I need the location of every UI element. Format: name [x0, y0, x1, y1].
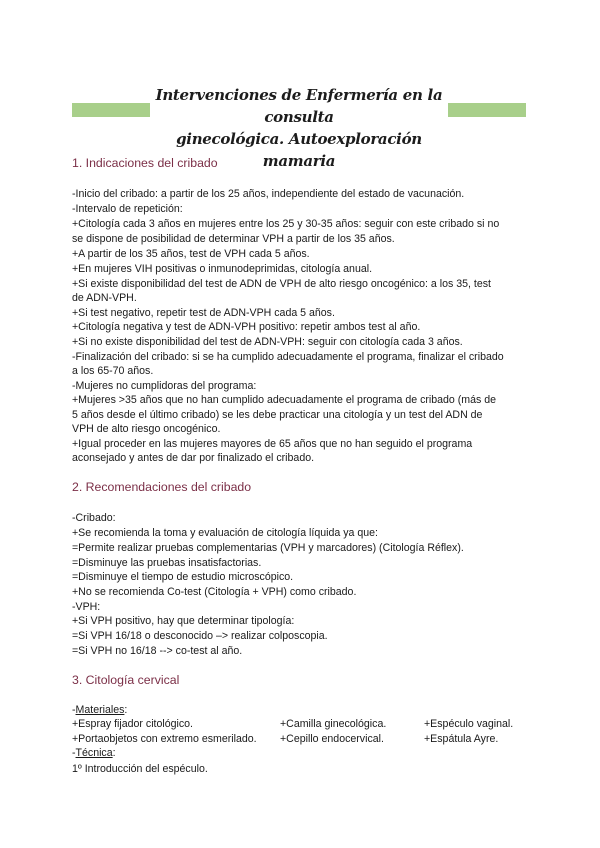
text-line: +En mujeres VIH positivas o inmunodeprimidas, citología anual. [72, 263, 373, 275]
text-line: se dispone de posibilidad de determinar VPH a partir de los 35 años. [72, 233, 395, 245]
text-line: +Si test negativo, repetir test de ADN-VPH cada 5 años. [72, 307, 335, 319]
text-line: =Disminuye las pruebas insatisfactorias. [72, 557, 262, 569]
material-item: +Cepillo endocervical. [280, 733, 384, 745]
section-heading-indicaciones: 1. Indicaciones del cribado [72, 156, 218, 170]
text-line: +No se recomienda Co-test (Citología + VPH) como cribado. [72, 586, 357, 598]
header-accent-bar-left [72, 103, 150, 117]
text-line: +Si no existe disponibilidad del test de ADN-VPH: seguir con citología cada 3 años. [72, 336, 463, 348]
text-line: aconsejado y antes de dar por finalizado el cribado. [72, 452, 315, 464]
text-line: +Citología cada 3 años en mujeres entre los 25 y 30-35 años: seguir con este cribado si no [72, 218, 500, 230]
text-line: +Igual proceder en las mujeres mayores de 65 años que no han seguido el programa [72, 438, 473, 450]
text-line: =Si VPH no 16/18 --> co-test al año. [72, 645, 243, 657]
material-item: +Espéculo vaginal. [424, 718, 514, 730]
document-title-line-1: Intervenciones de Enfermería en la consulta [155, 86, 443, 126]
materiales-label: -Materiales: [72, 704, 128, 716]
text-line: -VPH: [72, 601, 101, 613]
text-line: +A partir de los 35 años, test de VPH cada 5 años. [72, 248, 310, 260]
text-line: -Cribado: [72, 512, 116, 524]
text-line: -Intervalo de repetición: [72, 203, 183, 215]
text-line: VPH de alto riesgo oncogénico. [72, 423, 221, 435]
text-line: +Si existe disponibilidad del test de ADN de VPH de alto riesgo oncogénico: a los 35, test [72, 278, 492, 290]
text-line: 1º Introducción del espéculo. [72, 763, 208, 775]
text-line: -Mujeres no cumplidoras del programa: [72, 380, 257, 392]
material-item: +Espátula Ayre. [424, 733, 499, 745]
text-line: 5 años desde el último cribado) se les debe practicar una citología y un test del ADN de [72, 409, 483, 421]
text-line: -Finalización del cribado: si se ha cumplido adecuadamente el programa, finalizar el cribado [72, 351, 504, 363]
header-accent-bar-right [448, 103, 526, 117]
material-item: +Espray fijador citológico. [72, 718, 194, 730]
text-line: =Si VPH 16/18 o desconocido –> realizar colposcopia. [72, 630, 328, 642]
document-title-line-2: ginecológica. Autoexploración mamaria [176, 130, 422, 170]
tecnica-label: -Técnica: [72, 747, 116, 759]
materiales-row [0, 717, 600, 731]
materiales-row [0, 732, 600, 746]
section-heading-recomendaciones: 2. Recomendaciones del cribado [72, 480, 252, 494]
text-line: +Si VPH positivo, hay que determinar tipología: [72, 615, 295, 627]
text-line: -Inicio del cribado: a partir de los 25 años, independiente del estado de vacunación. [72, 188, 465, 200]
text-line: +Citología negativa y test de ADN-VPH positivo: repetir ambos test al año. [72, 321, 421, 333]
text-line: =Permite realizar pruebas complementarias (VPH y marcadores) (Citología Réflex). [72, 542, 464, 554]
section-heading-citologia: 3. Citología cervical [72, 673, 180, 687]
text-line: +Mujeres >35 años que no han cumplido adecuadamente el programa de cribado (más de [72, 394, 497, 406]
text-line: +Se recomienda la toma y evaluación de citología líquida ya que: [72, 527, 378, 539]
text-line: de ADN-VPH. [72, 292, 137, 304]
material-item: +Portaobjetos con extremo esmerilado. [72, 733, 257, 745]
text-line: a los 65-70 años. [72, 365, 154, 377]
material-item: +Camilla ginecológica. [280, 718, 387, 730]
text-line: =Disminuye el tiempo de estudio microscópico. [72, 571, 294, 583]
